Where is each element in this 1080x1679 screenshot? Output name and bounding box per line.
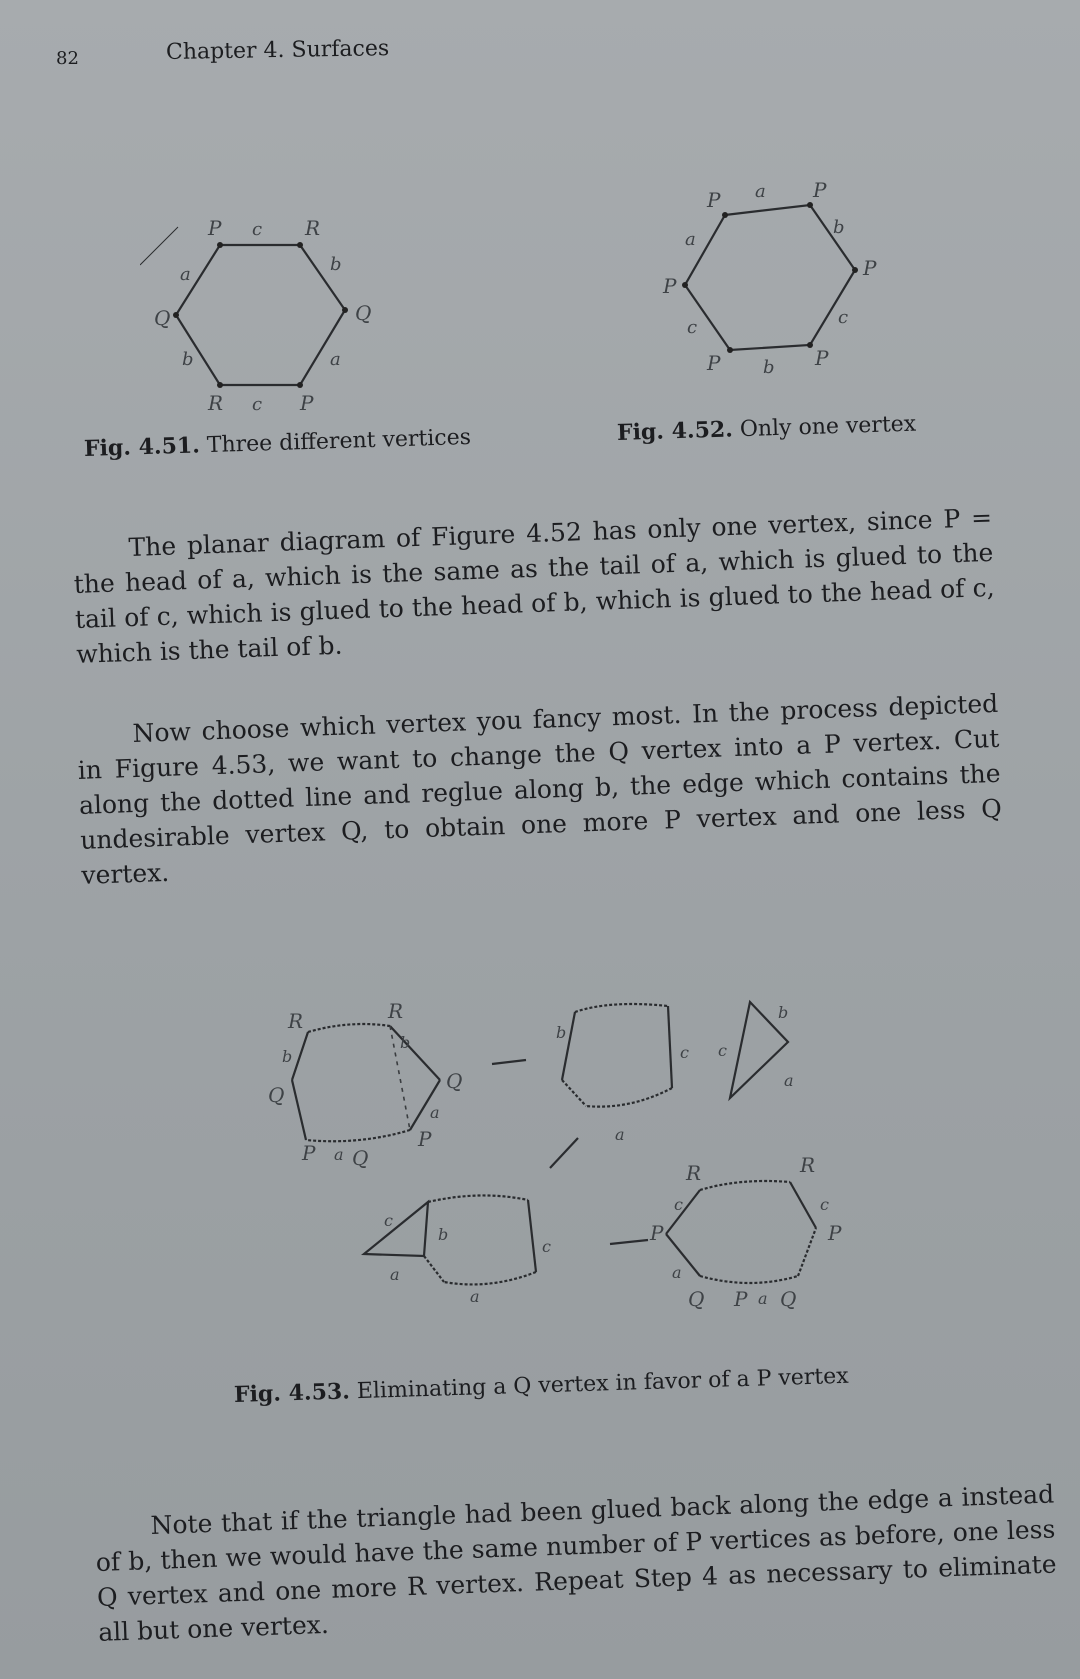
figure-4-51 — [140, 205, 400, 420]
fig53-label: P — [650, 1221, 664, 1245]
vertex-label: P — [813, 178, 827, 202]
fig53-label: P — [828, 1221, 842, 1245]
fig53-label: P — [734, 1287, 748, 1311]
edge-label: c — [838, 307, 849, 328]
paragraph-text: Now choose which vertex you fancy most. In the process depicted in Figure 4.53, we want to change the Q vertex into a P vertex. Cut along the dotted line and reglue along b, the edge which contains the undesirable vertex Q, to obtain one more P vertex and one less Q vertex. — [77, 688, 1003, 890]
fig53-label: c — [674, 1195, 683, 1214]
vertex-label: P — [663, 274, 677, 298]
arrow-down-left — [550, 1138, 578, 1168]
fig53-label: b — [400, 1033, 411, 1052]
fig53-label: a — [334, 1145, 344, 1164]
fig53-label: b — [556, 1023, 567, 1042]
fig53-label: a — [758, 1289, 768, 1308]
vertex-label: R — [208, 391, 224, 415]
caption-text: Eliminating a Q vertex in favor of a P vertex — [356, 1363, 849, 1405]
arrow-right-2 — [610, 1240, 648, 1244]
fig53-label: R — [288, 1009, 304, 1033]
vertex-label: R — [305, 216, 321, 240]
edge-label: a — [180, 264, 191, 285]
edge-label: c — [252, 219, 263, 240]
fig53-label: c — [820, 1195, 829, 1214]
fig53-label: c — [384, 1211, 393, 1230]
fig53-label: Q — [268, 1083, 285, 1107]
caption-label: Fig. 4.52. — [616, 416, 734, 446]
step2-diagram — [556, 1004, 689, 1144]
paragraph-text: The planar diagram of Figure 4.52 has only one vertex, since P = the head of a, which is the same as the tail of a, which is glued to the tail of c, which is glued to the head of b, which is glued to the head of c, which is the tail of b. — [73, 502, 995, 669]
fig53-label: b — [778, 1003, 789, 1022]
edge-label: b — [330, 254, 342, 275]
fig53-label: a — [672, 1263, 682, 1282]
vertex-label: P — [815, 346, 829, 370]
edge-label: b — [833, 217, 845, 238]
caption-label: Fig. 4.51. — [83, 432, 201, 462]
fig53-label: Q — [446, 1069, 463, 1093]
fig53-label: a — [784, 1071, 794, 1090]
vertex-label: P — [863, 256, 877, 280]
caption-4-52 — [617, 411, 917, 446]
fig53-label: R — [686, 1161, 702, 1185]
fig53-label: c — [718, 1041, 727, 1060]
fig53-label: R — [800, 1153, 816, 1177]
fig53-label: Q — [688, 1287, 705, 1311]
fig53-label: P — [302, 1141, 316, 1165]
caption-text: Three different vertices — [206, 424, 472, 459]
edge-label: a — [685, 229, 696, 250]
caption-4-53 — [234, 1363, 849, 1408]
running-header — [0, 38, 1080, 78]
page-number: 82 — [56, 48, 79, 69]
paragraph-text: Note that if the triangle had been glued back along the edge a instead of b, then we would have the same number of P vertices as before, one less Q vertex and one more R vertex. Repeat Step 4 as necessary to eliminate all but one vertex. — [95, 1479, 1057, 1647]
triangle-piece — [718, 1002, 794, 1098]
vertex-label: Q — [154, 306, 171, 330]
step3-diagram — [364, 1195, 551, 1306]
edge-label: a — [330, 349, 341, 370]
vertex-label: P — [707, 188, 721, 212]
fig53-label: b — [282, 1047, 293, 1066]
chapter-title: Chapter 4. Surfaces — [165, 36, 390, 65]
arrow-right-1 — [492, 1060, 526, 1064]
fig53-label: b — [438, 1225, 449, 1244]
edge-label: b — [182, 349, 194, 370]
caption-4-51 — [84, 424, 472, 462]
paragraph-2 — [76, 686, 1004, 893]
vertex-label: P — [707, 351, 721, 375]
edge-label: a — [755, 181, 766, 202]
fig53-label: c — [542, 1237, 551, 1256]
hexagon-4-52 — [685, 205, 855, 350]
vertex-label: P — [300, 391, 314, 415]
figure-4-52 — [655, 175, 895, 390]
vertex-label: Q — [355, 301, 372, 325]
step4-diagram — [649, 1153, 842, 1311]
fig53-label: R — [388, 999, 404, 1023]
caption-label: Fig. 4.53. — [233, 1378, 351, 1408]
edge-label: b — [763, 357, 775, 378]
edge-label: c — [252, 394, 263, 415]
fig53-label: P — [418, 1127, 432, 1151]
vertex-label: P — [208, 216, 222, 240]
fig53-label: a — [470, 1287, 480, 1306]
edge-label: c — [687, 317, 698, 338]
fig53-label: a — [430, 1103, 440, 1122]
fig53-label: Q — [780, 1287, 797, 1311]
step1-diagram — [268, 999, 462, 1170]
fig53-label: a — [615, 1125, 625, 1144]
figure-4-53 — [260, 990, 860, 1350]
paragraph-3 — [94, 1476, 1058, 1649]
hexagon-4-51 — [176, 245, 345, 385]
paragraph-1 — [72, 500, 996, 672]
fig53-label: Q — [352, 1146, 369, 1170]
fig53-label: a — [390, 1265, 400, 1284]
fig53-label: c — [680, 1043, 689, 1062]
caption-text: Only one vertex — [739, 411, 917, 443]
